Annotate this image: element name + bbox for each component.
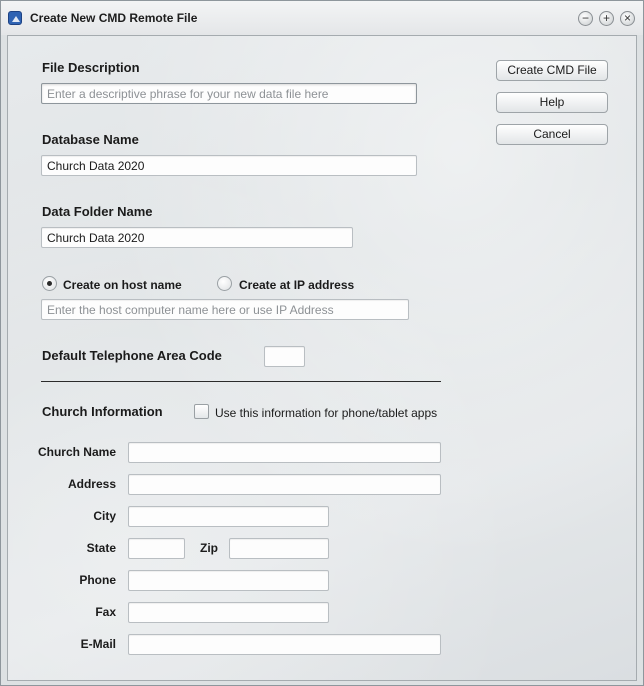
dialog-body [7,35,637,681]
church-name-label: Church Name [37,445,116,459]
fax-input[interactable] [128,602,329,623]
create-at-ip-address-label[interactable]: Create at IP address [239,278,355,292]
church-name-input[interactable] [128,442,441,463]
app-logo-icon [8,11,22,25]
minimize-button[interactable] [578,11,593,26]
address-label: Address [67,477,116,491]
database-name-label: Database Name [42,132,139,147]
file-description-input[interactable] [41,83,417,104]
address-input[interactable] [128,474,441,495]
close-button[interactable] [620,11,635,26]
phone-input[interactable] [128,570,329,591]
email-input[interactable] [128,634,441,655]
radio-selected-dot [47,281,52,286]
data-folder-name-input[interactable] [41,227,353,248]
create-cmd-file-button[interactable]: Create CMD File [496,60,608,81]
area-code-input[interactable] [264,346,305,367]
section-divider [41,381,441,382]
use-for-apps-label[interactable]: Use this information for phone/tablet apps [215,406,438,420]
create-on-host-name-label[interactable]: Create on host name [63,278,182,292]
close-icon: × [623,11,631,25]
email-label: E-Mail [80,637,116,651]
city-input[interactable] [128,506,329,527]
church-information-heading: Church Information [42,404,163,419]
maximize-button[interactable] [599,11,614,26]
title-bar[interactable] [1,1,643,35]
create-on-host-name-radio[interactable] [42,276,57,291]
create-at-ip-address-radio[interactable] [217,276,232,291]
database-name-input[interactable] [41,155,417,176]
zip-label: Zip [200,541,218,555]
window-title: Create New CMD Remote File [30,11,198,25]
cancel-button[interactable]: Cancel [496,124,608,145]
file-description-label: File Description [42,60,140,75]
area-code-label: Default Telephone Area Code [42,348,222,363]
phone-label: Phone [79,573,116,587]
use-for-apps-checkbox[interactable] [194,404,209,419]
data-folder-name-label: Data Folder Name [42,204,153,219]
minimize-icon: − [581,11,589,25]
state-label: State [86,541,116,555]
fax-label: Fax [95,605,116,619]
city-label: City [93,509,116,523]
zip-input[interactable] [229,538,329,559]
host-name-input[interactable] [41,299,409,320]
help-button[interactable]: Help [496,92,608,113]
state-input[interactable] [128,538,185,559]
maximize-icon: + [602,11,610,25]
